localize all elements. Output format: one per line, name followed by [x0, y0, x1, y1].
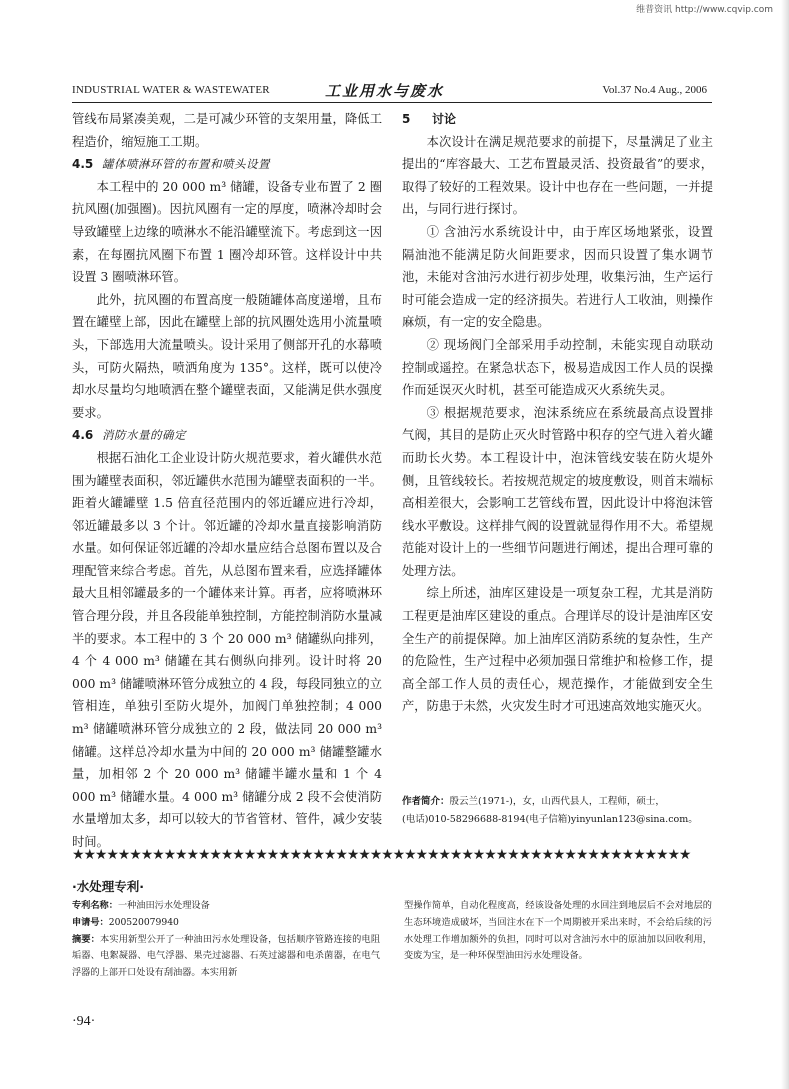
paragraph: ① 含油污水系统设计中，由于库区场地紧张，设置隔油池不能满足防火间距要求，因而只设置了集水调节池，未能对含油污水进行初步处理，收集污油，生产运行时可能会造成一定的经济损失。若进行人工收油，则操作麻烦，有一定的安全隐患。: [402, 224, 713, 330]
paragraph: 管线布局紧凑美观，二是可减少环管的支架用量，降低工程造价，缩短施工工期。: [72, 112, 382, 149]
author-line-1: 殷云兰(1971-)，女，山西代县人，工程师，硕士，: [449, 796, 665, 807]
scan-edge: [781, 0, 789, 1089]
page-number: ·94·: [72, 1014, 96, 1029]
patent-name-line: [72, 898, 380, 915]
right-column: [402, 108, 713, 718]
section-heading-5: [402, 108, 713, 131]
patent-right: 型操作简单，自动化程度高，经该设备处理的水回注到地层后不会对地层的生态环境造成破坏，当回注水在下一个周期被开采出来时，不会给后续的污水处理工作增加额外的负担，同时可以对含油污水中的原油加以回收利用，变废为宝，是一种环保型油田污水处理设备。: [404, 900, 712, 962]
patent-app-line: [72, 915, 380, 932]
patent-app-number: 200520079940: [108, 916, 179, 928]
section-heading-4-6: [72, 424, 382, 447]
section-heading-4-5: [72, 153, 382, 176]
paragraph: 根据石油化工企业设计防火规范要求，着火罐供水范围为罐壁表面积，邻近罐供水范围为罐壁表面积的一半。距着火罐罐壁 1.5 倍直径范围内的邻近罐应进行冷却，邻近罐最多以 3 个计。邻近罐的冷却水量直接影响消防水量。如何保证邻近罐的冷却水量应结合总图布置以及合理配管来综合考虑。首先，从总图布置来看，应选择罐体最大且相邻罐最多的一个罐体来计算。再者，应将喷淋环管合理分段，并且各段能单独控制，方能控制消防水量减半的要求。本工程中的 3 个 20 000 m³ 储罐纵向排列，4 个 4 000 m³ 储罐在其右侧纵向排列。设计时将 20 000 m³ 储罐喷淋环管分成独立的 4 段，每段同独立的立管相连，单独引至防火堤外，加阀门单独控制；4 000 m³ 储罐喷淋环管分成独立的 2 段，做法同 20 000 m³ 储罐。这样总冷却水量为中间的 20 000 m³ 储罐整罐水量，加相邻 2 个 20 000 m³ 储罐半罐水量和 1 个 4 000 m³ 储罐水量。4 000 m³ 储罐分成 2 段不会使消防水量增加太多，却可以较大的节省管材、管件，减少安装时间。: [72, 450, 382, 849]
paragraph: 综上所述，油库区建设是一项复杂工程，尤其是消防工程更是油库区建设的重点。合理详尽的设计是油库区安全生产的前提保障。加上油库区消防系统的复杂性，生产的危险性，生产过程中必须加强日常维护和检修工作，提高全部工作人员的责任心，规范操作，才能做到安全生产，防患于未然，火灾发生时才可迅速高效地实施灭火。: [402, 586, 713, 714]
header-rule: [72, 102, 712, 103]
patent-abstract-label: 摘要：: [72, 933, 101, 945]
patent-box-title: ·水处理专利·: [72, 879, 144, 894]
paragraph: 本次设计在满足规范要求的前提下，尽量满足了业主提出的“库容最大、工艺布置最灵活、投资最省”的要求，取得了较好的工程效果。设计中也存在一些问题，一并提出，与同行进行探讨。: [402, 134, 713, 217]
watermark-text: 维普资讯 http://www.cqvip.com: [636, 5, 773, 15]
author-label: 作者简介：: [402, 796, 450, 807]
author-bio: [402, 793, 714, 829]
issue-info: Vol.37 No.4 Aug., 2006: [602, 84, 707, 96]
section-title: 讨论: [432, 112, 457, 126]
journal-name-en: INDUSTRIAL WATER & WASTEWATER: [72, 84, 270, 96]
journal-name-cn: 工业用水与废水: [325, 82, 445, 100]
section-number: 4.5: [72, 157, 94, 172]
patent-abstract-left: 本实用新型公开了一种油田污水处理设备，包括顺序管路连接的电阻垢器、电絮凝器、电气浮器、果壳过滤器、石英过滤器和电杀菌器，在电气浮器的上部开口处设有刮油器。本实用新: [72, 933, 381, 979]
patent-app-label: 申请号：: [72, 916, 109, 928]
patent-abstract-line: [72, 932, 380, 982]
paragraph: 本工程中的 20 000 m³ 储罐，设备专业布置了 2 圈抗风圈(加强圈)。因抗风圈有一定的厚度，喷淋冷却时会导致罐壁上边缘的喷淋水不能沿罐壁流下。考虑到这一因素，在每圈抗风圈下布置 1 圈冷却环管。这样设计中共设置 3 圈喷淋环管。: [72, 179, 382, 285]
author-line-2: (电话)010-58296688-8194(电子信箱)yinyunlan123@sina.com。: [402, 814, 698, 825]
section-title: 消防水量的确定: [102, 428, 186, 443]
patent-left: [72, 898, 380, 982]
paragraph: 此外，抗风圈的布置高度一般随罐体高度递增，且布置在罐壁上部，因此在罐壁上部的抗风圈处选用小流量喷头，下部选用大流量喷头。设计采用了侧部开孔的水幕喷头，可防火隔热，喷洒角度为 135°。这样，既可以使冷却水尽量均匀地喷洒在整个罐壁表面，又能满足供水强度要求。: [72, 292, 382, 420]
section-number: 4.6: [72, 428, 94, 443]
star-divider: ★★★★★★★★★★★★★★★★★★★★★★★★★★★★★★★★★★★★★★★★★★★★★★★★★★★★★★: [72, 847, 691, 863]
paragraph: ② 现场阀门全部采用手动控制，未能实现自动联动控制或遥控。在紧急状态下，极易造成因工作人员的误操作而延误灭火时机，甚至可能造成灭火系统失灵。: [402, 337, 713, 398]
paragraph: ③ 根据规范要求，泡沫系统应在系统最高点设置排气阀，其目的是防止灭火时管路中积存的空气进入着火罐而助长火势。本工程设计中，泡沫管线安装在防火堤外侧，且管线较长。若按规范规定的坡度敷设，则首末端标高相差很大，会影响工艺管线布置，因此设计中将泡沫管线水平敷设。这样排气阀的设置就显得作用不大。希望规范能对设计上的一些细节问题进行阐述，提出合理可靠的处理方法。: [402, 405, 713, 578]
section-number: 5: [402, 112, 411, 126]
patent-name-label: 专利名称：: [72, 900, 118, 911]
patent-name: 一种油田污水处理设备: [117, 900, 210, 911]
section-title: 罐体喷淋环管的布置和喷头设置: [102, 157, 270, 172]
left-column: [72, 108, 382, 854]
